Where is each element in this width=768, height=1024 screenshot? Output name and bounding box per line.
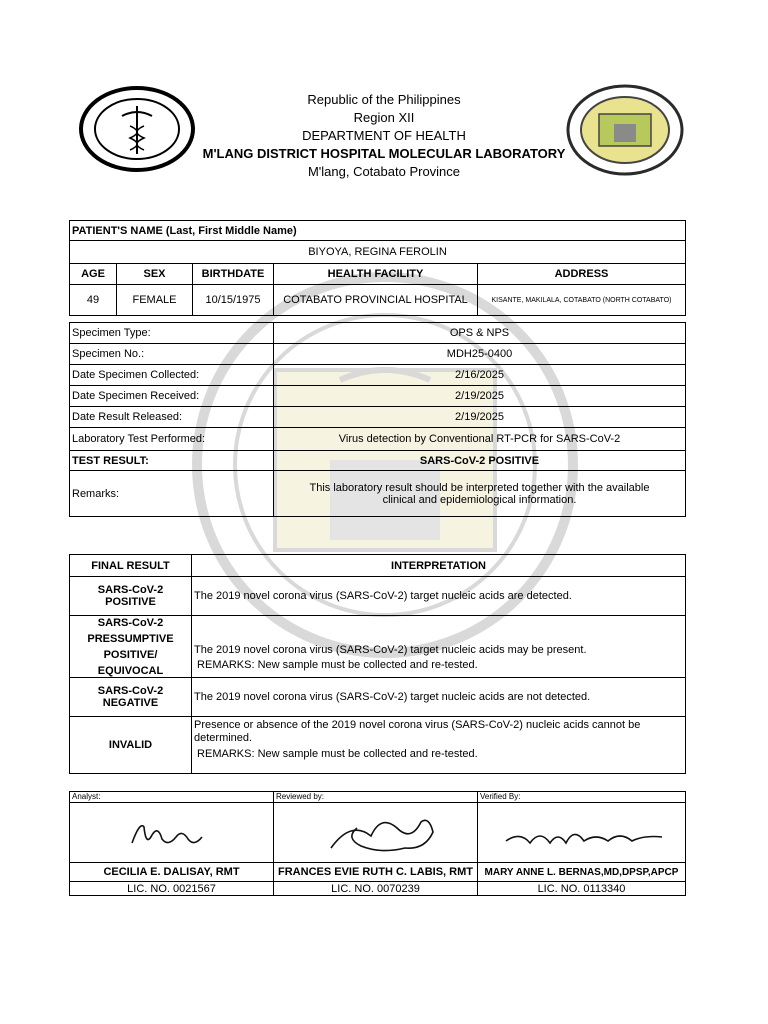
test-result: SARS-CoV-2 POSITIVE [273, 450, 686, 471]
remarks-line-1: This laboratory result should be interpreted together with the available [309, 481, 650, 494]
result-line: SARS-CoV-2 [97, 616, 164, 629]
analyst-license: LIC. NO. 0021567 [69, 881, 274, 896]
interpretation-remarks: REMARKS: New sample must be collected and re-tested. [194, 748, 478, 760]
patient-age: 49 [69, 284, 117, 316]
verifier-signature-box [477, 802, 686, 863]
verifier-name: MARY ANNE L. BERNAS,MD,DPSP,APCP [477, 862, 686, 882]
date-collected-label: Date Specimen Collected: [69, 364, 274, 386]
interpretation-negative: The 2019 novel corona virus (SARS-CoV-2) target nucleic acids are not detected. [191, 677, 686, 717]
result-presumptive [69, 615, 192, 678]
result-negative [69, 677, 192, 717]
reviewer-signature [321, 808, 441, 858]
interpretation-remarks: REMARKS: New sample must be collected and re-tested. [194, 659, 478, 671]
interpretation-header: INTERPRETATION [191, 554, 686, 577]
date-received-label: Date Specimen Received: [69, 385, 274, 407]
specimen-no: MDH25-0400 [273, 343, 686, 365]
final-result-header: FINAL RESULT [69, 554, 192, 577]
specimen-type-label: Specimen Type: [69, 322, 274, 344]
date-received: 2/19/2025 [273, 385, 686, 407]
patient-name-label: PATIENT'S NAME (Last, First Middle Name) [69, 220, 686, 241]
interpretation-presumptive [191, 615, 686, 678]
sex-header: SEX [116, 263, 193, 285]
result-line: EQUIVOCAL [97, 664, 164, 677]
verified-label: Verified By: [477, 791, 686, 803]
reviewer-name: FRANCES EVIE RUTH C. LABIS, RMT [273, 862, 478, 882]
test-performed-label: Laboratory Test Performed: [69, 427, 274, 451]
specimen-type: OPS & NPS [273, 322, 686, 344]
result-line: POSITIVE/ [103, 648, 158, 661]
reviewed-label: Reviewed by: [273, 791, 478, 803]
header-republic: Republic of the Philippines [307, 92, 461, 107]
reviewer-signature-box [273, 802, 478, 863]
interpretation-invalid [191, 716, 686, 774]
test-performed: Virus detection by Conventional RT-PCR for SARS-CoV-2 [273, 427, 686, 451]
interpretation-text: Presence or absence of the 2019 novel corona virus (SARS-CoV-2) nucleic acids cannot be [194, 719, 641, 731]
verifier-signature [500, 813, 670, 853]
patient-sex: FEMALE [116, 284, 193, 316]
remarks-line-2: clinical and epidemiological information. [382, 493, 577, 506]
reviewer-license: LIC. NO. 0070239 [273, 881, 478, 896]
result-line: PRESSUMPTIVE [87, 632, 174, 645]
date-collected: 2/16/2025 [273, 364, 686, 386]
result-line: SARS-CoV-2 [97, 584, 164, 596]
analyst-label: Analyst: [69, 791, 274, 803]
result-invalid: INVALID [69, 716, 192, 774]
header-region: Region XII [353, 110, 415, 125]
interpretation-positive: The 2019 novel corona virus (SARS-CoV-2) target nucleic acids are detected. [191, 576, 686, 616]
facility-header: HEALTH FACILITY [273, 263, 478, 285]
remarks-box [273, 470, 686, 517]
analyst-signature-box [69, 802, 274, 863]
age-header: AGE [69, 263, 117, 285]
specimen-no-label: Specimen No.: [69, 343, 274, 365]
analyst-signature [122, 813, 242, 853]
analyst-name: CECILIA E. DALISAY, RMT [69, 862, 274, 882]
header-department: DEPARTMENT OF HEALTH [302, 128, 466, 143]
result-positive [69, 576, 192, 616]
date-released: 2/19/2025 [273, 406, 686, 428]
date-released-label: Date Result Released: [69, 406, 274, 428]
remarks-label: Remarks: [69, 470, 274, 517]
patient-address: KISANTE, MAKILALA, COTABATO (NORTH COTABATO) [477, 284, 686, 316]
birthdate-header: BIRTHDATE [192, 263, 274, 285]
result-line: NEGATIVE [102, 697, 159, 709]
result-line: POSITIVE [105, 596, 156, 608]
verifier-license: LIC. NO. 0113340 [477, 881, 686, 896]
header-laboratory: M'LANG DISTRICT HOSPITAL MOLECULAR LABORATORY [202, 146, 566, 161]
address-header: ADDRESS [477, 263, 686, 285]
test-result-label: TEST RESULT: [69, 450, 274, 471]
patient-name: BIYOYA, REGINA FEROLIN [69, 240, 686, 264]
patient-facility: COTABATO PROVINCIAL HOSPITAL [273, 284, 478, 316]
patient-birthdate: 10/15/1975 [192, 284, 274, 316]
interpretation-text: determined. [194, 732, 253, 744]
result-line: SARS-CoV-2 [97, 685, 164, 697]
interpretation-text: The 2019 novel corona virus (SARS-CoV-2) target nucleic acids may be present. [194, 644, 587, 656]
header-location: M'lang, Cotabato Province [307, 164, 461, 179]
